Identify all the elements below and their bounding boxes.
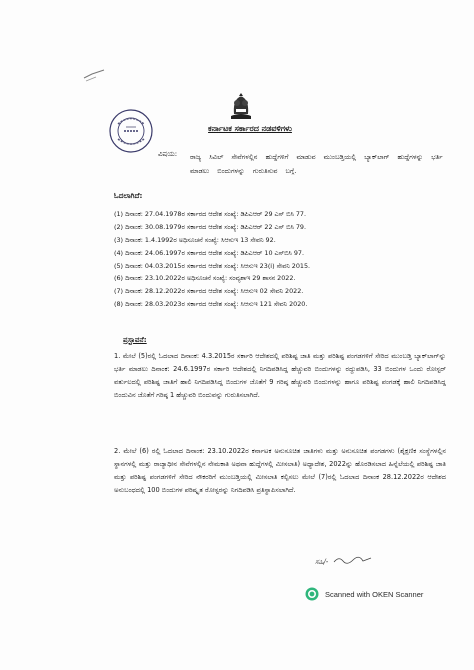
office-seal-icon xyxy=(108,108,154,154)
signature-text: ಸಹಿ/- xyxy=(315,558,329,566)
signature xyxy=(315,549,385,565)
signature-scribble-icon xyxy=(333,555,373,565)
preamble-heading: ಪ್ರಸ್ತಾವನೆ: xyxy=(123,335,147,344)
reference-item: (7) ದಿನಾಂಕ: 28.12.2022ರ ಸರ್ಕಾರದ ಆದೇಶ ಸಂಖ್ಯೆ: ಸಿಆಸುಇ 02 ಸೇವನಿ 2022. xyxy=(114,287,304,296)
reference-item: (2) ದಿನಾಂಕ: 30.08.1979ರ ಸರ್ಕಾರದ ಆದೇಶ ಸಂಖ್ಯೆ: ಡಿಪಿಎಆರ್ 22 ಎಸ್ ಬಿಸಿ 79. xyxy=(114,222,307,231)
subject-text: ರಾಜ್ಯ ಸಿವಿಲ್ ಸೇವೆಗಳಲ್ಲಿನ ಹುದ್ದೆಗಳಿಗೆ ಮಾಡುವ ಮುಂಬಡ್ತಿಯಲ್ಲಿ ಬ್ಯಾಕ್‌ಲಾಗ್ ಹುದ್ದೆಗಳನ್ನು ಭರ್ತಿ ಮಾಡಲು ಬಿಂದುಗಳನ್ನು ಗುರುತಿಸುವ ಬಗ್ಗೆ. xyxy=(190,153,443,175)
state-emblem-icon xyxy=(227,92,255,122)
scanner-watermark xyxy=(305,587,423,601)
oken-scanner-logo-icon xyxy=(305,587,319,601)
pen-mark-icon xyxy=(82,68,106,82)
page-title: ಕರ್ನಾಟಕ ಸರ್ಕಾರದ ನಡವಳಿಗಳು xyxy=(208,124,292,133)
reference-item: (6) ದಿನಾಂಕ: 23.10.2022ರ ಅಧಿಸೂಚನೆ ಸಂಖ್ಯೆ: ಸಂವ್ಯಶಾಇ 29 ಶಾಸನ 2022. xyxy=(114,274,296,283)
reference-item: (4) ದಿನಾಂಕ: 24.06.1997ರ ಸರ್ಕಾರದ ಆದೇಶ ಸಂಖ್ಯೆ: ಡಿಪಿಎಆರ್ 10 ಎಸ್‌ಬಿಸಿ 97. xyxy=(114,248,305,257)
paragraph-1: 1. ಮೇಲೆ (5)ರಲ್ಲಿ ಓದಲಾದ ದಿನಾಂಕ: 4.3.2015ರ ಸರ್ಕಾರಿ ಆದೇಶದಲ್ಲಿ ಪರಿಶಿಷ್ಟ ಜಾತಿ ಮತ್ತು ಪರಿಶಿಷ್ಟ ಪಂಗಡಗಳಿಗೆ ಸೇರಿದ ಮುಂಬಡ್ತಿ ಬ್ಯಾಕ್‌ಲಾಗ್‌ನ್ನು ಭರ್ತಿ ಮಾಡಲು ದಿನಾಂಕ: 24.6.1997ರ ಸರ್ಕಾರಿ ಆದೇಶದಲ್ಲಿ ನಿಗದಿಪಡಿಸಿದ್ದ ಹೆಚ್ಚುವರಿ ಬಿಂದುಗಳನ್ನು ರದ್ದುಪಡಿಸಿ, 33 ಬಿಂದುಗಳ ಒಂದು ರೋಸ್ಟರ್ ವರ್ತುಲದಲ್ಲಿ ಪರಿಶಿಷ್ಟ ಜಾತಿಗೆ ಹಾಲಿ ನಿಗದಿಪಡಿಸಿದ್ದ ಬಿಂದುಗಳ ಜೊತೆಗೆ 9 ಗರಿಷ್ಠ ಹೆಚ್ಚುವರಿ ಬಿಂದುಗಳನ್ನು ಹಾಗೂ ಪರಿಶಿಷ್ಟ ಪಂಗಡಕ್ಕೆ ಹಾಲಿ ನಿಗದಿಪಡಿಸಿದ್ದ ಬಿಂದುವಿನ ಜೊತೆಗೆ ಗರಿಷ್ಠ 1 ಹೆಚ್ಚುವರಿ ಬಿಂದುವನ್ನು ಗುರುತಿಸಲಾಗಿದೆ. xyxy=(114,352,446,399)
reference-item: (1) ದಿನಾಂಕ: 27.04.1978ರ ಸರ್ಕಾರದ ಆದೇಶ ಸಂಖ್ಯೆ: ಡಿಪಿಎಆರ್ 29 ಎಸ್ ಬಿಸಿ 77. xyxy=(114,210,307,218)
subject-label: ವಿಷಯ: xyxy=(158,150,178,158)
references-list xyxy=(114,208,444,311)
scanner-label: Scanned with OKEN Scanner xyxy=(325,589,424,599)
reference-item: (8) ದಿನಾಂಕ: 28.03.2023ರ ಸರ್ಕಾರದ ಆದೇಶ ಸಂಖ್ಯೆ: ಸಿಆಸುಇ 121 ಸೇವನಿ 2020. xyxy=(114,300,308,309)
reference-item: (5) ದಿನಾಂಕ: 04.03.2015ರ ಸರ್ಕಾರದ ಆದೇಶ ಸಂಖ್ಯೆ: ಸಿಆಸುಇ 23(i) ಸೇವನಿ 2015. xyxy=(114,261,311,270)
paragraph-2: 2. ಮೇಲೆ (6) ರಲ್ಲಿ ಓದಲಾದ ದಿನಾಂಕ: 23.10.2022ರ ಕರ್ನಾಟಕ ಅನುಸೂಚಿತ ಜಾತಿಗಳು ಮತ್ತು ಅನುಸೂಚಿತ ಪಂಗಡಗಳು (ಶೈಕ್ಷಣಿಕ ಸಂಸ್ಥೆಗಳಲ್ಲಿನ ಸ್ಥಾನಗಳಲ್ಲಿ ಮತ್ತು ರಾಜ್ಯಾಧೀನ ಸೇವೆಗಳಲ್ಲಿನ ನೇಮಕಾತಿ ಅಥವಾ ಹುದ್ದೆಗಳಲ್ಲಿ ಮೀಸಲಾತಿ) ಅಧ್ಯಾದೇಶ, 2022ನ್ನು ಹೊರಡಿಸಲಾದ ಹಿನ್ನೆಲೆಯಲ್ಲಿ ಪರಿಶಿಷ್ಟ ಜಾತಿ ಮತ್ತು ಪರಿಶಿಷ್ಟ ಪಂಗಡಗಳಿಗೆ ಸೇರಿದ ನೌಕರರಿಗೆ ಮುಂಬಡ್ತಿಯಲ್ಲಿ ಮೀಸಲಾತಿ ಕಲ್ಪಿಸಲು ಮೇಲೆ (7)ರಲ್ಲಿ ಓದಲಾದ ದಿನಾಂಕ 28.12.2022ರ ಆದೇಶದ ಅನುಬಂಧದಲ್ಲಿ 100 ಬಿಂದುಗಳ ಪರಿಷ್ಕೃತ ರೋಸ್ಟರನ್ನು ನಿಗದಿಪಡಿಸಿ ಪ್ರತಿಸ್ಥಾಪಿಸಲಾಗಿದೆ. xyxy=(114,447,446,494)
reference-item: (3) ದಿನಾಂಕ: 1.4.1992ರ ಅಧಿಸೂಚನೆ ಸಂಖ್ಯೆ: ಸಿಆಸುಇ 13 ಸೇವನಿ 92. xyxy=(114,235,276,244)
references-heading: ಓದಲಾಗಿದೆ: xyxy=(114,191,143,200)
